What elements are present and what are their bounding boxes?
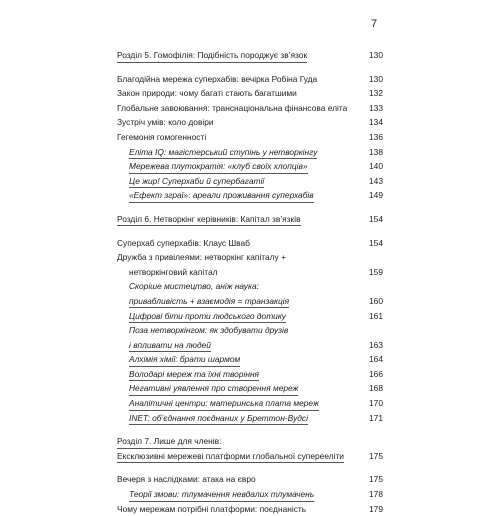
toc-subentry (117, 279, 383, 294)
entry-title: і впливати на людей (129, 340, 211, 353)
toc-entry (117, 502, 383, 516)
entry-title: Поза нетворкінгом: як здобувати друзів (129, 325, 289, 336)
page-ref: 178 (369, 489, 383, 500)
toc-subentry (117, 338, 383, 353)
page-ref: 168 (369, 383, 383, 394)
toc-subentry (117, 381, 383, 396)
toc-entry (117, 250, 383, 265)
entry-title: Скоріше мистецтво, аніж наука: (129, 281, 259, 292)
section-6-heading (117, 212, 383, 227)
entry-title: Мережева плутократія: «клуб своїх хлопців» (129, 161, 308, 174)
toc-entry (117, 472, 383, 487)
page-ref: 143 (369, 175, 383, 186)
entry-title: Зустріч умів: коло довіри (117, 117, 214, 128)
entry-title: привабливість + взаємодія = транзакція (129, 296, 289, 309)
page-ref: 154 (369, 213, 383, 224)
section-title: Розділ 7. Лише для членів: (117, 436, 221, 449)
toc-subentry (117, 159, 383, 174)
entry-title: Ексклюзивні мережеві платформи глобальної суперееліти (117, 451, 344, 464)
toc-entry-continued (117, 265, 383, 280)
section-7-subtitle (117, 449, 383, 464)
section-7-heading (117, 434, 383, 449)
toc-entry (117, 236, 383, 251)
page-ref: 140 (369, 161, 383, 172)
page-ref: 171 (369, 412, 383, 423)
page-ref: 159 (369, 266, 383, 277)
section-title: Розділ 6. Нетворкінг керівників: Капітал зв’язків (117, 214, 301, 227)
page-ref: 160 (369, 295, 383, 306)
page-ref: 134 (369, 117, 383, 128)
section-5-heading (117, 48, 383, 63)
toc-subentry (117, 487, 383, 502)
entry-title: Володарі мереж та їхні творіння (129, 369, 259, 382)
toc-subentry (117, 352, 383, 367)
toc-subentry (117, 309, 383, 324)
entry-title: Благодійна мережа суперхабів: вечірка Робіна Гуда (117, 73, 318, 84)
toc-subentry (117, 174, 383, 189)
toc-entry (117, 130, 383, 145)
toc-entry (117, 101, 383, 116)
toc-entry (117, 72, 383, 87)
page-ref: 154 (369, 237, 383, 248)
entry-title: «Ефект зграї»: ареали проживання суперхабів (129, 190, 314, 203)
entry-title: Чому мережам потрібні платформи: поєднаність (117, 503, 307, 514)
entry-title: нетворкінговий капітал (129, 266, 218, 277)
entry-title: Алхімія хімії: брати шармом (129, 354, 240, 367)
page-ref: 149 (369, 190, 383, 201)
toc-subentry (117, 188, 383, 203)
page-ref: 163 (369, 339, 383, 350)
page-ref: 164 (369, 354, 383, 365)
page-ref: 175 (369, 450, 383, 461)
toc-subentry (117, 323, 383, 338)
entry-title: Теорії змови: тлумачення невдалих тлумачень (129, 489, 314, 502)
page-ref: 133 (369, 102, 383, 113)
page-ref: 166 (369, 368, 383, 379)
page-number: 7 (371, 18, 378, 30)
page-ref: 130 (369, 50, 383, 60)
toc-subentry (117, 396, 383, 411)
page-ref: 136 (369, 131, 383, 142)
page-ref: 130 (369, 73, 383, 84)
entry-title: Це жир! Суперхаби й супербагатії (129, 176, 264, 189)
entry-title: Цифрові біти проти людського дотику (129, 311, 286, 324)
toc-entry (117, 86, 383, 101)
entry-title: Гегемонія гомогенності (117, 131, 207, 142)
toc-subentry (117, 367, 383, 382)
page-ref: 161 (369, 310, 383, 321)
toc-subentry (117, 294, 383, 309)
page-ref: 132 (369, 88, 383, 99)
toc-subentry (117, 411, 383, 426)
page-ref: 179 (369, 503, 383, 514)
entry-title: Закон природи: чому багаті стають багатшими (117, 88, 297, 99)
page-ref: 170 (369, 398, 383, 409)
entry-title: Аналітичні центри: материнська плата мереж (129, 398, 319, 411)
toc-subentry (117, 145, 383, 160)
page-ref: 175 (369, 474, 383, 485)
page-ref: 138 (369, 146, 383, 157)
entry-title: INET: об’єднання поєднаних у Бреттон-Вудсі (129, 413, 308, 426)
entry-title: Дружба з привілеями: нетворкінг капіталу + (117, 252, 286, 263)
entry-title: Негативні уявлення про створення мереж (129, 383, 298, 396)
entry-title: Суперхаб суперхабів: Клаус Шваб (117, 237, 250, 248)
entry-title: Глобальне завоювання: транснаціональна фінансова еліта (117, 102, 348, 113)
entry-title: Вечеря з наслідками: атака на євро (117, 474, 256, 485)
section-title: Розділ 5. Гомофілія: Подібність породжує зв’язок (117, 50, 307, 63)
table-of-contents (117, 48, 383, 516)
toc-entry (117, 115, 383, 130)
entry-title: Еліта IQ: магістерський ступінь у нетворкінгу (129, 147, 317, 160)
